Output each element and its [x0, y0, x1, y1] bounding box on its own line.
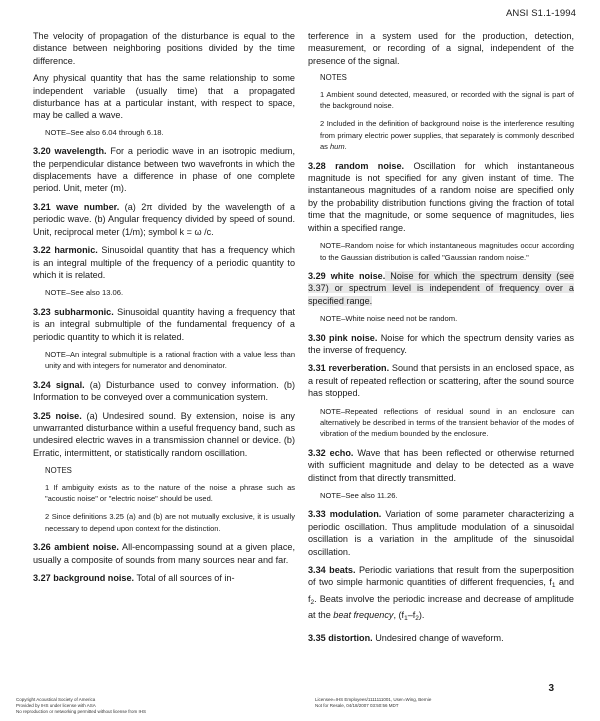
term: 3.26 ambient noise. [33, 542, 119, 553]
note: NOTE–See also 11.26. [320, 491, 398, 500]
note: NOTE–White noise need not be random. [320, 314, 458, 324]
subscript: 2 [310, 598, 315, 606]
note-text: 2 Included in the definition of background noise is the interference resulting from primary electric power supplies, that separately is commonly described as [320, 119, 574, 152]
footer-line: Provided by IHS under license with ASA [16, 703, 96, 708]
notes-heading: NOTES [320, 73, 347, 83]
page-number: 3 [548, 683, 554, 694]
definition-text: (a) 2π divided by the wavelength of a periodic wave. (b) Angular frequency divided by speed of sound. Unit, reciprocal meter (1/m); symbol k = ω /c. [33, 201, 296, 237]
note: 1 Ambient sound detected, measured, or recorded with the signal is part of the background noise. [320, 89, 574, 111]
term: 3.24 signal. [33, 379, 85, 390]
note: NOTE–An integral submultiple is a rational fraction with a value less than unity and with integers for numerator and denominator. [45, 349, 295, 371]
term: 3.29 white noise. [308, 270, 386, 281]
paragraph: terference in a system used for the production, detection, measurement, or recording of a signal, independent of the presence of the signal. [308, 31, 574, 66]
definition-text: Sinusoidal quantity that has a frequency which is an integral multiple of the frequency of a periodic quantity to which it is related. [33, 245, 295, 280]
note: NOTE–Random noise for which instantaneous magnitudes occur according to the Gaussian distribution is called "Gaussian random noise." [320, 241, 574, 262]
definition-text: Total of all sources of in- [134, 573, 235, 584]
definition-text: Sinusoidal quantity having a frequency that is an integral submultiple of the fundamental frequency of a periodic quantity to which it is related. [33, 306, 295, 342]
definition-text: Sound that persists in an enclosed space, as a result of repeated reflection or scattering, after the sound source has stopped. [308, 363, 574, 399]
note-text: . [344, 142, 347, 152]
note: NOTE–See also 13.06. [45, 288, 124, 298]
definition-text: Oscillation for which instantaneous magnitude is not specified for any given instant of time. The instantaneous magnitudes of a random noise are specified only by the probability distribution functions giving the fraction of total time that the magnitude, or some sequence of magnitudes, lies within a specified range. [308, 160, 574, 233]
note: 2 Since definitions 3.25 (a) and (b) are not mutually exclusive, it is usually necessary to depend upon context for the distinction. [45, 512, 295, 533]
footer-line: Copyright Acoustical Society of America [16, 697, 96, 702]
term: 3.30 pink noise. [308, 332, 378, 343]
term: 3.27 background noise. [33, 573, 135, 584]
term: 3.34 beats. [308, 565, 356, 576]
term: 3.23 subharmonic. [33, 306, 114, 317]
definition-text: Noise for which the spectrum density (see 3.37) or spectrum level is independent of frequency over a specified range. [308, 270, 574, 306]
definition-3-35 [308, 632, 574, 644]
term: 3.28 random noise. [308, 160, 405, 171]
paragraph: Any physical quantity that has the same relationship to some independent variable (usually time) that a propagated disturbance has at a particular instant, with respect to space, may be called a wave. [33, 73, 295, 121]
term: 3.22 harmonic. [33, 245, 98, 256]
definition-3-24 [33, 379, 295, 404]
definition-text: Wave that has been reflected or otherwise returned with sufficient magnitude and delay to be detected as a wave distinct from that directly transmitted. [308, 447, 574, 483]
standard-designation: ANSI S1.1-1994 [505, 8, 576, 19]
definition-3-20 [33, 145, 295, 195]
paragraph: The velocity of propagation of the disturbance is equal to the distance between neighboring positions divided by the time difference. [33, 31, 295, 66]
definition-3-29 [308, 270, 574, 307]
subscript: 1 [404, 615, 408, 623]
right-column [308, 30, 574, 650]
definition-text: and f [308, 577, 574, 604]
definition-3-25 [33, 410, 295, 460]
definition-3-28 [308, 160, 574, 234]
definition-text: , (f [393, 610, 405, 621]
definition-3-21 [33, 201, 295, 238]
subscript: 2 [415, 615, 419, 623]
definition-text: (a) Disturbance used to convey information. (b) Information to be conveyed over a communication system. [33, 379, 296, 403]
subscript: 1 [551, 582, 556, 590]
definition-text: Noise for which the spectrum density varies as the inverse of frequency. [308, 332, 574, 355]
term: 3.20 wavelength. [33, 146, 107, 157]
term: 3.33 modulation. [308, 509, 382, 520]
footer-line: Licensee=IHS Employees/1111111001, User=Wing, Bernie [315, 697, 432, 702]
definition-3-30 [308, 332, 574, 357]
definition-3-27 [33, 572, 295, 584]
definition-text: –f [407, 610, 416, 621]
term: 3.31 reverberation. [308, 363, 390, 374]
left-column [33, 30, 295, 590]
definition-text: Periodic variations that result from the superposition of two simple harmonic quantities of different frequencies, f [308, 565, 574, 588]
definition-text: ). [418, 610, 425, 621]
definition-3-32 [308, 447, 574, 484]
definition-text: (a) Undesired sound. By extension, noise is any unwarranted disturbance within a useful frequency band, such as undesired electric waves in a transmission channel or device. (b) Erratic, intermittent, or statistically random oscillation. [33, 410, 295, 458]
definition-text: . Beats involve the periodic increase and decrease of amplitude at the [308, 593, 574, 621]
definition-3-26 [33, 541, 295, 566]
footer-line: Not for Resale, 04/18/2007 03:50:56 MDT [315, 703, 399, 708]
emphasis: hum [330, 142, 345, 152]
term: 3.25 noise. [33, 410, 82, 421]
notes-heading: NOTES [45, 466, 72, 476]
note: NOTE–See also 6.04 through 6.18. [45, 127, 164, 137]
definition-3-33 [308, 508, 574, 558]
footer-copyright [16, 697, 146, 715]
definition-3-23 [33, 306, 295, 343]
footer-license [315, 697, 431, 709]
definition-text: Variation of some parameter characterizing a periodic oscillation. Thus amplitude modulation of a sinusoidal oscillation is a variation in the amplitude of the sinusoidal oscillation. [308, 509, 574, 557]
term: 3.35 distortion. [308, 632, 373, 643]
definition-3-22 [33, 244, 295, 281]
term: 3.21 wave number. [33, 201, 120, 212]
footer-line: No reproduction or networking permitted without license from IHS [16, 709, 147, 714]
note: 1 If ambiguity exists as to the nature of the noise a phrase such as "acoustic noise" or "electric noise" should be used. [45, 482, 295, 503]
note [320, 118, 574, 152]
definition-text: Undesired change of waveform. [372, 632, 504, 643]
emphasis: beat frequency [333, 610, 394, 621]
definition-text: For a periodic wave in an isotropic medium, the perpendicular distance between two wavefronts in which the displacements have a difference in phase of one complete period. Unit, meter (m). [33, 146, 295, 194]
definition-text: All-encompassing sound at a given place, usually a composite of sounds from many sources near and far. [33, 542, 295, 565]
term: 3.32 echo. [308, 447, 354, 458]
definition-3-34 [308, 564, 574, 626]
note: NOTE–Repeated reflections of residual sound in an enclosure can alternatively be described in terms of the transient behavior of the modes of vibration of the medium bounded by the enclosure. [320, 406, 574, 439]
definition-3-31 [308, 362, 574, 399]
